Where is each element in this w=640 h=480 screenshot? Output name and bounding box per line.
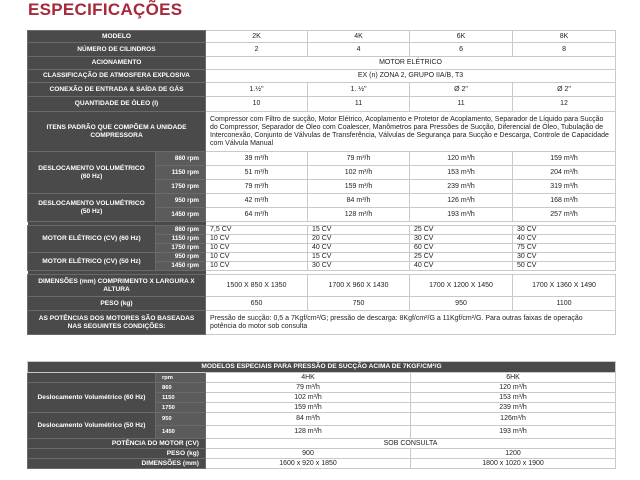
table-row: [28, 194, 616, 208]
value-cell: 10 CV: [206, 262, 308, 271]
value-cell: 126 m³/h: [410, 194, 513, 208]
value-cell: 79 m³/h: [206, 383, 411, 393]
value-cell: 10 CV: [206, 244, 308, 253]
value-cell: 10 CV: [206, 235, 308, 244]
note-label: AS POTÊNCIAS DOS MOTORES SÃO BASEADAS NAS SEGUINTES CONDIÇÕES:: [28, 311, 206, 335]
rpm-cell: 1750 rpm: [156, 180, 206, 194]
value-cell: 204 m³/h: [513, 166, 616, 180]
value-cell: 120 m³/h: [411, 383, 616, 393]
oil-cell: 10: [206, 97, 308, 112]
oil-cell: 11: [308, 97, 410, 112]
cylinders-label: NÚMERO DE CILINDROS: [28, 43, 206, 57]
table-row: [28, 373, 616, 383]
value-cell: 75 CV: [513, 244, 616, 253]
value-cell: 50 CV: [513, 262, 616, 271]
table-row: [28, 297, 616, 311]
value-cell: 30 CV: [513, 226, 616, 235]
dims-cell: 1700 X 1360 X 1490: [513, 275, 616, 297]
value-cell: 153 m³/h: [410, 166, 513, 180]
special-disp50-label: Deslocamento Volumétrico (50 Hz): [28, 413, 156, 439]
gas-conn-cell: 1.½": [206, 83, 308, 97]
rpm-cell: 860 rpm: [156, 152, 206, 166]
value-cell: 30 CV: [513, 253, 616, 262]
table-row: [28, 31, 616, 43]
model-label: MODELO: [28, 31, 206, 43]
table-row: [28, 57, 616, 70]
specs-table: [27, 30, 616, 335]
dims-cell: 1800 x 1020 x 1900: [411, 459, 616, 469]
value-cell: 40 CV: [410, 262, 513, 271]
value-cell: 159 m³/h: [308, 180, 410, 194]
table-row: [28, 97, 616, 112]
value-cell: 128 m³/h: [308, 208, 410, 222]
oil-cell: 12: [513, 97, 616, 112]
value-cell: 10 CV: [206, 253, 308, 262]
value-cell: 25 CV: [410, 226, 513, 235]
rpm-cell: 950 rpm: [156, 194, 206, 208]
value-cell: 153 m³/h: [411, 393, 616, 403]
value-cell: 42 m³/h: [206, 194, 308, 208]
std-items-value: Compressor com Filtro de sucção, Motor Elétrico, Acoplamento e Protetor de Acoplamento, Separador de Líquido para Sucção do Compressor, Separador de Óleo com Coalescer, Manômetros para Pressões de Sucção, Diferencial de Óleo, Tubulação de Interconexão, Conjunto de Válvulas de Transferência, Válvulas de Segurança para Sucção e Descarga, Controle de Capacidade com Válvula Manual: [206, 112, 616, 152]
model-cell: 6K: [410, 31, 513, 43]
note-value: Pressão de sucção: 0,5 a 7Kgf/cm²/G; pressão de descarga: 8Kgf/cm²/G a 11Kgf/cm²/G. Para outras faixas de operação potência do motor sob consulta: [206, 311, 616, 335]
table-row: [28, 413, 616, 426]
table-row: [28, 83, 616, 97]
rpm-header: rpm: [156, 373, 206, 383]
rpm-cell: 950 rpm: [156, 253, 206, 262]
table-row: [28, 311, 616, 335]
cylinders-cell: 2: [206, 43, 308, 57]
value-cell: 60 CV: [410, 244, 513, 253]
oil-cell: 11: [410, 97, 513, 112]
model-cell: 8K: [513, 31, 616, 43]
table-row: [28, 112, 616, 152]
table-row: [28, 70, 616, 83]
value-cell: 84 m³/h: [206, 413, 411, 426]
table-row: [28, 152, 616, 166]
value-cell: 51 m³/h: [206, 166, 308, 180]
table-row: [28, 439, 616, 449]
drive-label: ACIONAMENTO: [28, 57, 206, 70]
value-cell: 159 m³/h: [513, 152, 616, 166]
special-model-cell: 6HK: [411, 373, 616, 383]
rpm-cell: 860 rpm: [156, 226, 206, 235]
value-cell: 25 CV: [410, 253, 513, 262]
rpm-cell: 1450 rpm: [156, 262, 206, 271]
special-motor-value: SOB CONSULTA: [206, 439, 616, 449]
value-cell: 79 m³/h: [308, 152, 410, 166]
special-models-table: [27, 361, 616, 469]
value-cell: 64 m³/h: [206, 208, 308, 222]
value-cell: 15 CV: [308, 226, 410, 235]
value-cell: 168 m³/h: [513, 194, 616, 208]
value-cell: 40 CV: [513, 235, 616, 244]
value-cell: 30 CV: [308, 262, 410, 271]
gas-conn-cell: 1. ½": [308, 83, 410, 97]
value-cell: 126m³/h: [411, 413, 616, 426]
cylinders-cell: 8: [513, 43, 616, 57]
special-header: MODELOS ESPECIAIS PARA PRESSÃO DE SUCÇÃO ACIMA DE 7KGF/CM²/G: [28, 362, 616, 373]
value-cell: 193 m³/h: [411, 426, 616, 439]
table-row: [28, 226, 616, 235]
rpm-cell: 950: [156, 413, 206, 426]
value-cell: 193 m³/h: [410, 208, 513, 222]
weight-cell: 650: [206, 297, 308, 311]
rpm-cell: 1150 rpm: [156, 166, 206, 180]
weight-label: PESO (kg): [28, 297, 206, 311]
rpm-cell: 860: [156, 383, 206, 393]
special-disp60-label: Deslocamento Volumétrico (60 Hz): [28, 383, 156, 413]
rpm-cell: 1450 rpm: [156, 208, 206, 222]
value-cell: 30 CV: [410, 235, 513, 244]
atex-value: EX (n) ZONA 2, GRUPO IIA/B, T3: [206, 70, 616, 83]
value-cell: 239 m³/h: [411, 403, 616, 413]
rpm-cell: 1450: [156, 426, 206, 439]
special-weight-label: PESO (kg): [28, 449, 206, 459]
weight-cell: 900: [206, 449, 411, 459]
value-cell: 239 m³/h: [410, 180, 513, 194]
oil-label: QUANTIDADE DE ÓLEO (l): [28, 97, 206, 112]
value-cell: 128 m³/h: [206, 426, 411, 439]
rpm-cell: 1750 rpm: [156, 244, 206, 253]
page-title: ESPECIFICAÇÕES: [28, 0, 183, 19]
value-cell: 20 CV: [308, 235, 410, 244]
table-row: [28, 383, 616, 393]
weight-cell: 1200: [411, 449, 616, 459]
value-cell: 15 CV: [308, 253, 410, 262]
value-cell: 79 m³/h: [206, 180, 308, 194]
special-dims-label: DIMENSÕES (mm): [28, 459, 206, 469]
gas-conn-cell: Ø 2": [410, 83, 513, 97]
value-cell: 102 m³/h: [206, 393, 411, 403]
value-cell: 39 m³/h: [206, 152, 308, 166]
value-cell: 40 CV: [308, 244, 410, 253]
value-cell: 7,5 CV: [206, 226, 308, 235]
disp60-label: DESLOCAMENTO VOLUMÉTRICO (60 Hz): [28, 152, 156, 194]
cylinders-cell: 6: [410, 43, 513, 57]
rpm-cell: 1150 rpm: [156, 235, 206, 244]
std-items-label: ITENS PADRÃO QUE COMPÕEM A UNIDADE COMPRESSORA: [28, 112, 206, 152]
disp50-label: DESLOCAMENTO VOLUMÉTRICO (50 Hz): [28, 194, 156, 222]
dims-cell: 1700 X 1200 X 1450: [410, 275, 513, 297]
special-model-cell: 4HK: [206, 373, 411, 383]
weight-cell: 1100: [513, 297, 616, 311]
table-row: [28, 449, 616, 459]
table-row: [28, 253, 616, 262]
dims-cell: 1700 X 960 X 1430: [308, 275, 410, 297]
model-cell: 4K: [308, 31, 410, 43]
weight-cell: 750: [308, 297, 410, 311]
gas-conn-label: CONEXÃO DE ENTRADA & SAÍDA DE GÁS: [28, 83, 206, 97]
cylinders-cell: 4: [308, 43, 410, 57]
table-row: [28, 362, 616, 373]
table-row: [28, 43, 616, 57]
value-cell: 102 m³/h: [308, 166, 410, 180]
atex-label: CLASSIFICAÇÃO DE ATMOSFERA EXPLOSIVA: [28, 70, 206, 83]
rpm-cell: 1750: [156, 403, 206, 413]
motor60-label: MOTOR ELÉTRICO (CV) (60 Hz): [28, 226, 156, 253]
value-cell: 84 m³/h: [308, 194, 410, 208]
dims-label: DIMENSÕES (mm) COMPRIMENTO X LARGURA X ALTURA: [28, 275, 206, 297]
special-motor-label: POTÊNCIA DO MOTOR (CV): [28, 439, 206, 449]
motor50-label: MOTOR ELÉTRICO (CV) (50 Hz): [28, 253, 156, 271]
gas-conn-cell: Ø 2": [513, 83, 616, 97]
value-cell: 120 m³/h: [410, 152, 513, 166]
drive-value: MOTOR ELÉTRICO: [206, 57, 616, 70]
dims-cell: 1500 X 850 X 1350: [206, 275, 308, 297]
value-cell: 159 m³/h: [206, 403, 411, 413]
table-row: [28, 275, 616, 297]
weight-cell: 950: [410, 297, 513, 311]
value-cell: 319 m³/h: [513, 180, 616, 194]
model-cell: 2K: [206, 31, 308, 43]
dims-cell: 1600 x 920 x 1850: [206, 459, 411, 469]
value-cell: 257 m³/h: [513, 208, 616, 222]
rpm-cell: 1150: [156, 393, 206, 403]
table-row: [28, 459, 616, 469]
